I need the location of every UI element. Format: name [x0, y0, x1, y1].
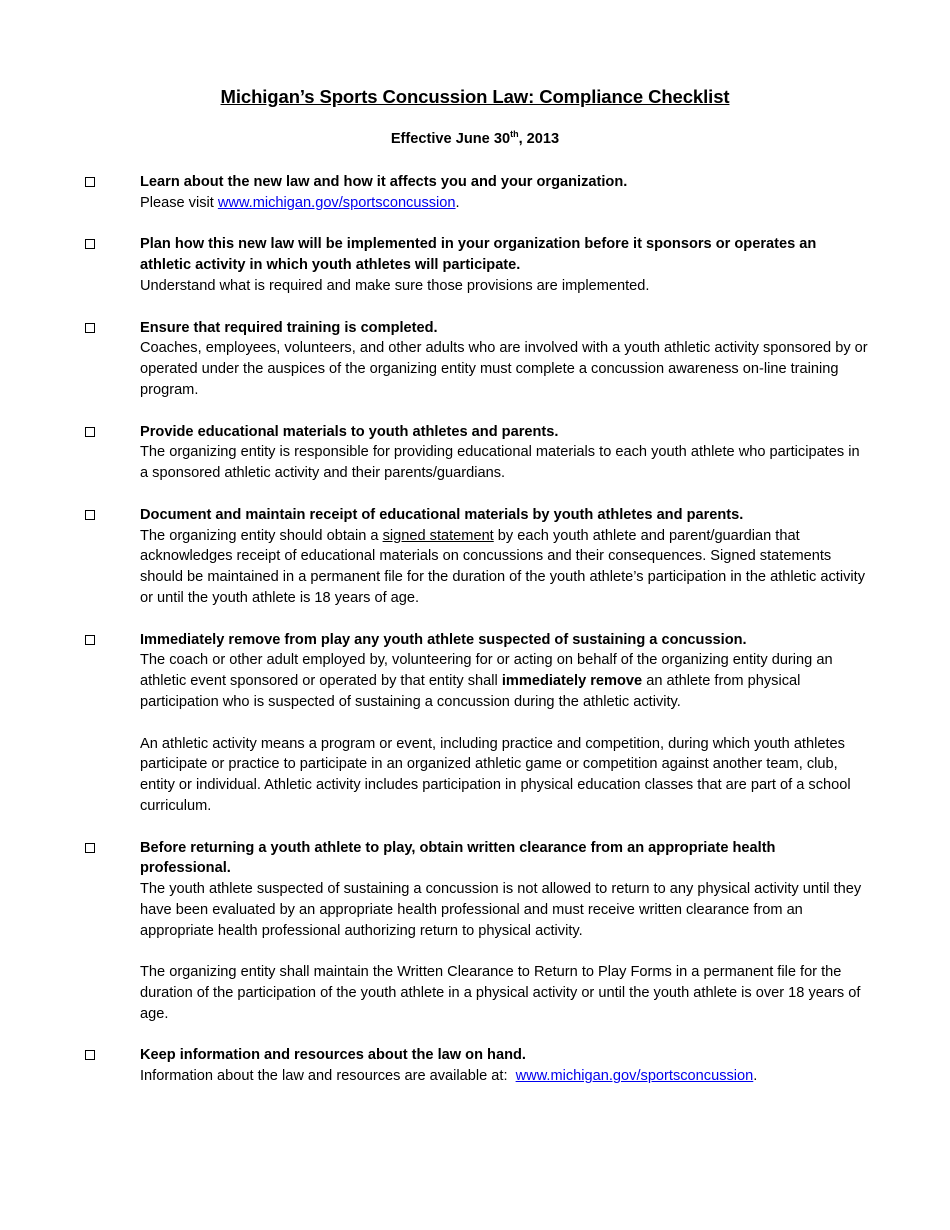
sportsconcussion-link[interactable]: www.michigan.gov/sportsconcussion — [515, 1068, 754, 1085]
item-heading: Keep information and resources about the law on hand. — [140, 1047, 526, 1064]
item-body: The organizing entity is responsible for providing educational materials to each youth athlete who participates in a sponsored athletic activity and their parents/guardians. — [140, 444, 860, 482]
item-body — [140, 526, 870, 609]
item-body — [140, 193, 870, 214]
checkbox[interactable] — [85, 635, 95, 645]
body-text: The organizing entity should obtain a — [140, 527, 383, 544]
item-heading: Learn about the new law and how it affects you and your organization. — [140, 174, 628, 190]
checkbox[interactable] — [85, 1050, 95, 1060]
item-body — [140, 650, 870, 712]
item-body-definition: An athletic activity means a program or event, including practice and competition, during which youth athletes participate or practice to participate in an organized athletic game or competition against another team, club, entity or individual. Athletic activity includes participation in physical education classes that are part of a school curriculum. — [140, 735, 851, 814]
checkbox[interactable] — [85, 239, 95, 249]
immediately-remove-text: immediately remove — [501, 673, 643, 690]
checklist-item-document-receipt — [0, 505, 950, 609]
body-text: Please visit — [140, 194, 218, 211]
checklist-item-plan — [0, 234, 950, 296]
item-body: The youth athlete suspected of sustaining a concussion is not allowed to return to any physical activity until they have been evaluated by an appropriate health professional and must receive written clearance from an appropriate health professional authorizing return to physical activity. — [140, 881, 862, 939]
item-heading: Plan how this new law will be implemented in your organization before it sponsors or operates an athletic activity in which youth athletes will participate. — [140, 236, 817, 274]
page-title: Michigan’s Sports Concussion Law: Compliance Checklist — [220, 86, 730, 107]
sportsconcussion-link[interactable]: www.michigan.gov/sportsconcussion — [217, 194, 456, 211]
body-text: by each youth athlete and parent/guardian that acknowledges receipt of educational materials on concussions and their consequences. Signed statements should be maintained in a permanent file for the duration of the youth athlete’s participation in the athletic activity or until the youth athlete is 18 years of age. — [140, 527, 865, 606]
item-body-forms: The organizing entity shall maintain the Written Clearance to Return to Play Forms in a permanent file for the duration of the participation of the youth athlete in a physical activity or until the youth athlete is over 18 years of age. — [140, 964, 861, 1022]
checklist-item-remove-from-play — [0, 630, 950, 817]
checkbox[interactable] — [85, 427, 95, 437]
body-text: . — [455, 194, 460, 211]
checklist-item-written-clearance — [0, 838, 950, 1025]
checklist-item-training — [0, 318, 950, 401]
body-text: Information about the law and resources are available at: — [140, 1068, 516, 1085]
body-text: . — [753, 1068, 758, 1085]
checklist-item-educational-materials — [0, 422, 950, 484]
item-heading: Document and maintain receipt of educational materials by youth athletes and parents. — [140, 506, 744, 523]
item-heading: Before returning a youth athlete to play, obtain written clearance from an appropriate health professional. — [140, 839, 776, 877]
effective-date-superscript: th — [510, 129, 519, 140]
item-heading: Immediately remove from play any youth athlete suspected of sustaining a concussion. — [140, 631, 747, 648]
effective-date-prefix: Effective June 30 — [390, 131, 511, 147]
item-heading: Ensure that required training is completed. — [140, 319, 438, 336]
effective-date-suffix: , 2013 — [518, 131, 560, 147]
item-body: Understand what is required and make sure those provisions are implemented. — [140, 277, 650, 294]
signed-statement-text: signed statement — [382, 527, 494, 544]
item-heading: Provide educational materials to youth athletes and parents. — [140, 423, 559, 440]
body-text: an athlete from physical participation who is suspected of sustaining a concussion during the athletic activity. — [140, 673, 801, 710]
checkbox[interactable] — [85, 177, 95, 187]
checklist-item-resources — [0, 1045, 950, 1087]
checkbox[interactable] — [85, 510, 95, 520]
checkbox[interactable] — [85, 843, 95, 853]
body-text: The coach or other adult employed by, volunteering for or acting on behalf of the organizing entity during an athletic event sponsored or operated by that entity shall — [140, 652, 833, 690]
checklist-item-learn — [0, 172, 950, 214]
item-body: Coaches, employees, volunteers, and other adults who are involved with a youth athletic activity sponsored by or operated under the auspices of the organizing entity must complete a concussion awareness on-line training program. — [140, 340, 868, 398]
checkbox[interactable] — [85, 323, 95, 333]
item-body — [140, 1066, 870, 1087]
effective-date — [0, 131, 950, 147]
checklist — [0, 172, 950, 1108]
